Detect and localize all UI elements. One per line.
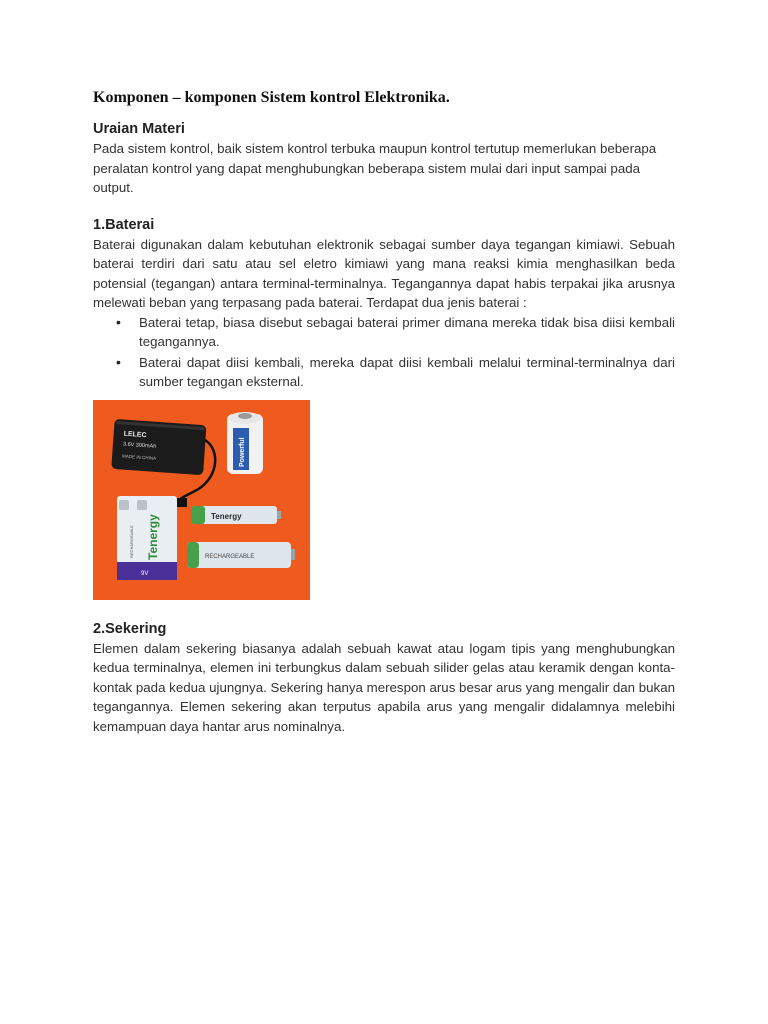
baterai-bullet-list bbox=[93, 313, 675, 392]
battery-photo bbox=[93, 400, 310, 600]
aa-battery-2 bbox=[187, 542, 295, 568]
nine-volt-volt-label: 9V bbox=[141, 570, 149, 577]
pack-origin-label: MADE IN CHINA bbox=[121, 453, 157, 461]
battery-pack bbox=[111, 418, 206, 474]
pack-spec-label: 3.6V 300mAh bbox=[122, 441, 157, 450]
cr-brand-label: Powerful bbox=[239, 436, 246, 467]
intro-heading: Uraian Materi bbox=[93, 121, 185, 137]
aa-brand-label: Tenergy bbox=[211, 511, 242, 521]
sekering-heading: 2.Sekering bbox=[93, 620, 167, 637]
nine-volt-battery bbox=[117, 496, 177, 580]
document-page bbox=[93, 88, 675, 736]
nine-volt-brand-label: Tenergy bbox=[146, 513, 160, 560]
document-title: Komponen – komponen Sistem kontrol Elektronika. bbox=[93, 89, 450, 106]
bullet-item-rechargeable: • Baterai dapat diisi kembali, mereka dapat diisi kembali melalui terminal-terminalnya dari sumber tegangan eksternal. bbox=[139, 353, 675, 392]
nine-volt-sub-label: RECHARGEABLE bbox=[129, 524, 134, 558]
intro-paragraph: Pada sistem kontrol, baik sistem kontrol terbuka maupun kontrol tertutup memerlukan beberapa peralatan kontrol yang dapat menghubungkan beberapa sistem mulai dari input sampai pada output. bbox=[93, 141, 657, 195]
aa-battery-1 bbox=[191, 506, 281, 524]
bullet-item-primary: • Baterai tetap, biasa disebut sebagai baterai primer dimana mereka tidak bisa diisi kembali tegangannya. bbox=[139, 313, 675, 352]
baterai-heading: 1.Baterai bbox=[93, 216, 155, 233]
sekering-paragraph: Elemen dalam sekering biasanya adalah sebuah kawat atau logam tipis yang menghubungkan kedua terminalnya, elemen ini terbungkus dalam sebuah silider gelas atau keramik dengan konta-kontak pada kedua ujungnya. Sekering hanya merespon arus besar arus yang mengalir dan bukan tegangannya. Elemen sekering akan terputus apabila arus yang mengalir didalamnya melebihi kemampuan daya hantar arus nominalnya. bbox=[93, 640, 675, 734]
baterai-paragraph: Baterai digunakan dalam kebutuhan elektronik sebagai sumber daya tegangan kimiawi. Sebuah baterai terdiri dari satu atau sel eletro kimiawi yang mana reaksi kimia menghasilkan beda potensial (tegangan) antara terminal-terminalnya. Tegangannya dapat habis terpakai jika arusnya melewati beban yang terpasang pada baterai. Terdapat dua jenis baterai : bbox=[93, 236, 675, 310]
pack-brand-label: LELEC bbox=[123, 430, 147, 439]
cr-battery bbox=[227, 412, 263, 474]
aa2-label: RECHARGEABLE bbox=[205, 553, 255, 560]
